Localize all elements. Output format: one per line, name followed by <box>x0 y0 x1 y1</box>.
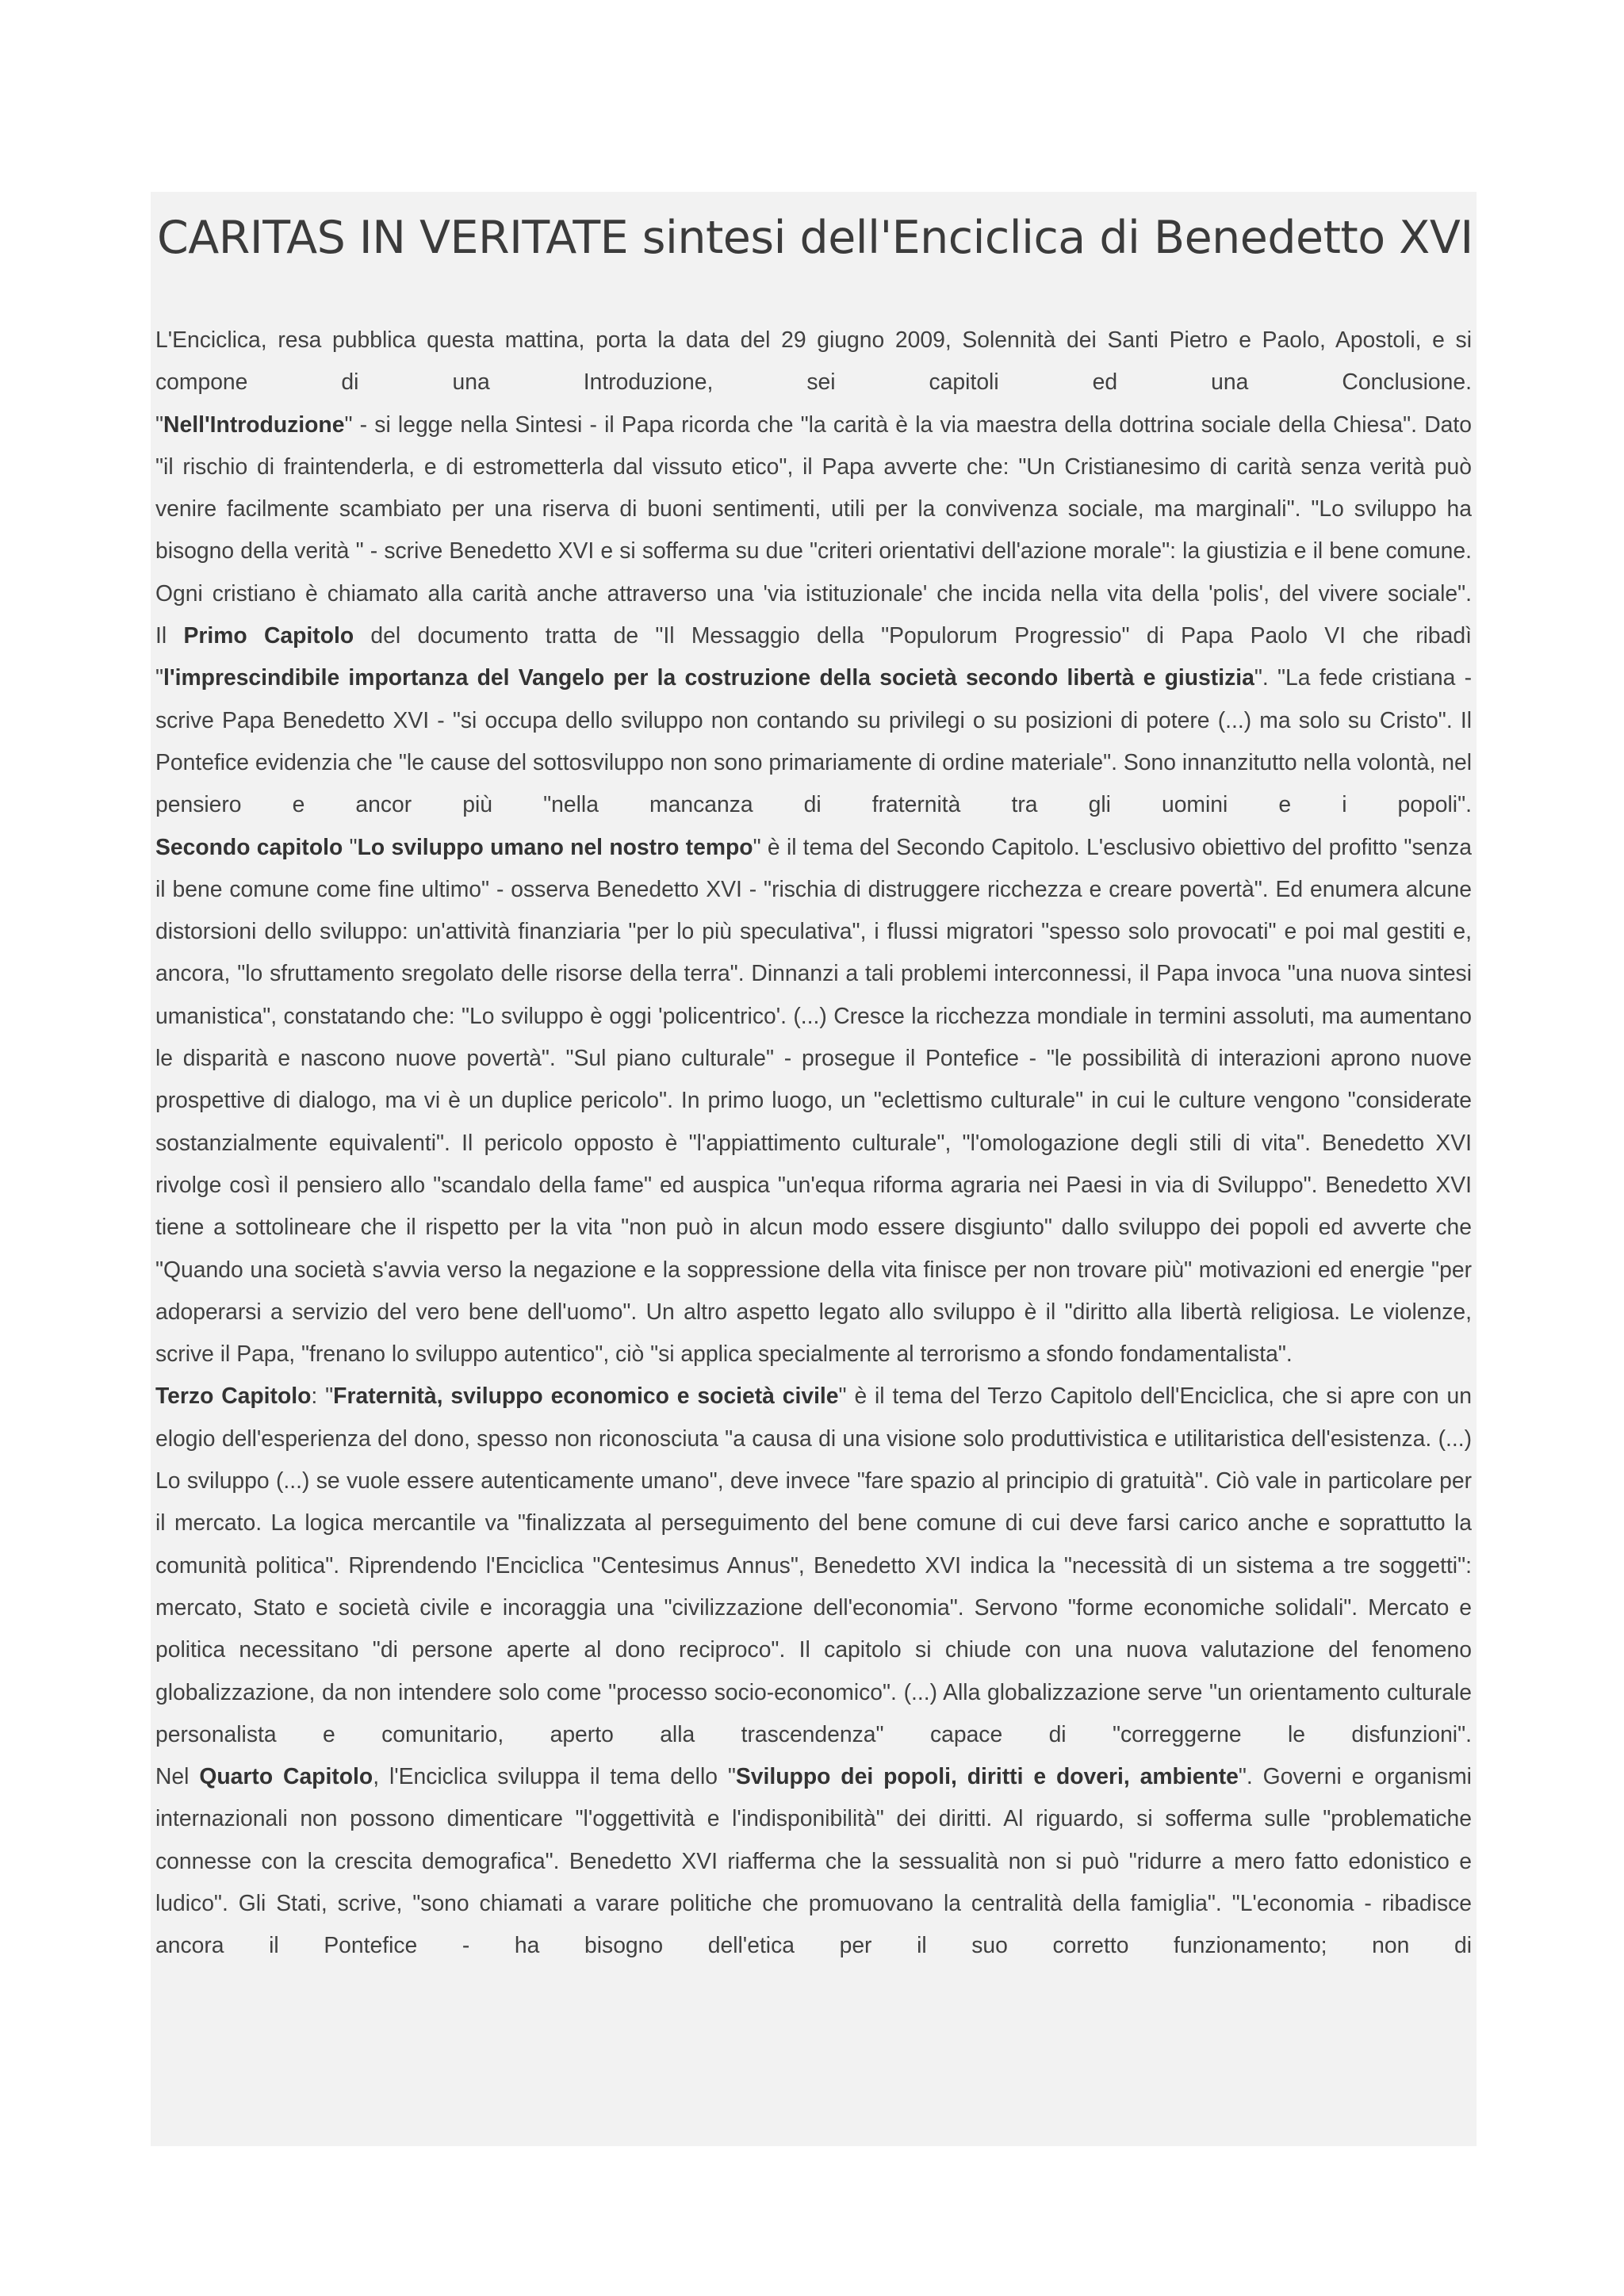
bold-run: Nell'Introduzione <box>163 411 345 437</box>
paragraph-introduction <box>155 404 1472 614</box>
paragraph-introduction-summary <box>155 319 1472 404</box>
bold-run: Sviluppo dei popoli, diritti e doveri, ambiente <box>735 1763 1239 1789</box>
text-run: " è il tema del Secondo Capitolo. L'esclusivo obiettivo del profitto "senza il bene comune come fine ultimo" - osserva Benedetto XVI - "rischia di distruggere ricchezza e creare povertà". Ed enumera alcune distorsioni dello sviluppo: un'attività finanziaria "per lo più speculativa", i flussi migratori "spesso solo provocati" e poi mal gestiti e, ancora, "lo sfruttamento sregolato delle risorse della terra". Dinnanzi a tali problemi interconnessi, il Papa invoca "una nuova sintesi umanistica", constatando che: "Lo sviluppo è oggi 'policentrico'. (...) Cresce la ricchezza mondiale in termini assoluti, ma aumentano le disparità e nascono nuove povertà". "Sul piano culturale" - prosegue il Pontefice - "le possibilità di interazioni aprono nuove prospettive di dialogo, ma vi è un duplice pericolo". In primo luogo, un "eclettismo culturale" in cui le culture vengono "considerate sostanzialmente equivalenti". Il pericolo opposto è "l'appiattimento culturale", "l'omologazione degli stili di vita". Benedetto XVI rivolge così il pensiero allo "scandalo della fame" ed auspica "un'equa riforma agraria nei Paesi in via di Sviluppo". Benedetto XVI tiene a sottolineare che il rispetto per la vita "non può in alcun modo essere disgiunto" dallo sviluppo dei popoli ed avverte che "Quando una società s'avvia verso la negazione e la soppressione della vita finisce per non trovare più" motivazioni ed energie "per adoperarsi a servizio del vero bene dell'uomo". Un altro aspetto legato allo sviluppo è il "diritto alla libertà religiosa. Le violenze, scrive il Papa, "frenano lo sviluppo autentico", ciò "si applica specialmente al terrorismo a sfondo fondamentalista". <box>155 833 1472 1367</box>
text-run: " è il tema del Terzo Capitolo dell'Enciclica, che si apre con un elogio dell'esperienza del dono, spesso non riconosciuta "a causa di una visione solo produttivistica e utilitaristica dell'esistenza. (...) Lo sviluppo (...) se vuole essere autenticamente umano", deve invece "fare spazio al principio di gratuità". Ciò vale in particolare per il mercato. La logica mercantile va "finalizzata al perseguimento del bene comune di cui deve farsi carico anche e soprattutto la comunità politica". Riprendendo l'Enciclica "Centesimus Annus", Benedetto XVI indica la "necessità di un sistema a tre soggetti": mercato, Stato e società civile e incoraggia una "civilizzazione dell'economia". Servono "forme economiche solidali". Mercato e politica necessitano "di persone aperte al dono reciproco". Il capitolo si chiude con una nuova valutazione del fenomeno globalizzazione, da non intendere solo come "processo socio-economico". (...) Alla globalizzazione serve "un orientamento culturale personalista e comunitario, aperto alla trascendenza" capace di "correggerne le disfunzioni". <box>155 1383 1472 1747</box>
bold-run: l'imprescindibile importanza del Vangelo per la costruzione della società secondo libertà e giustizia <box>163 664 1254 691</box>
bold-run: Fraternità, sviluppo economico e società civile <box>333 1383 839 1409</box>
bold-run: Quarto Capitolo <box>199 1763 373 1789</box>
document-title: CARITAS IN VERITATE sintesi dell'Enciclica di Benedetto XVI <box>157 212 1473 264</box>
text-run: " <box>155 411 164 437</box>
document-page <box>151 192 1477 2146</box>
paragraph-fourth-chapter <box>155 1755 1472 1966</box>
text-run: Nel <box>155 1763 200 1789</box>
text-run: ". "La fede cristiana - scrive Papa Benedetto XVI - "si occupa dello sviluppo non contando su privilegi o su posizioni di potere (...) ma solo su Cristo". Il Pontefice evidenzia che "le cause del sottosviluppo non sono primariamente di ordine materiale". Sono innanzitutto nella volontà, nel pensiero e ancor più "nella mancanza di fraternità tra gli uomini e i popoli". <box>155 664 1472 817</box>
text-run: " <box>343 833 358 859</box>
text-run: , l'Enciclica sviluppa il tema dello " <box>373 1763 736 1789</box>
text-run: " - si legge nella Sintesi - il Papa ricorda che "la carità è la via maestra della dottrina sociale della Chiesa". Dato "il rischio di fraintenderla, e di estrometterla dal vissuto etico", il Papa avverte che: "Un Cristianesimo di carità senza verità può venire facilmente scambiato per una riserva di buoni sentimenti, utili per la convivenza sociale, ma marginali". "Lo sviluppo ha bisogno della verità " - scrive Benedetto XVI e si sofferma su due "criteri orientativi dell'azione morale": la giustizia e il bene comune. Ogni cristiano è chiamato alla carità anche attraverso una 'via istituzionale' che incida nella vita della 'polis', del vivere sociale". <box>155 411 1472 606</box>
document-body <box>155 319 1472 1967</box>
text-run: del documento tratta de "Il Messaggio della "Populorum Progressio" di Papa Paolo VI che ribadì " <box>155 622 1472 691</box>
bold-run: Terzo Capitolo <box>155 1383 312 1409</box>
bold-run: Secondo capitolo <box>155 833 343 859</box>
text-run: ". Governi e organismi internazionali non possono dimenticare "l'oggettività e l'indisponibilità" dei diritti. Al riguardo, si sofferma sulle "problematiche connesse con la crescita demografica". Benedetto XVI riafferma che la sessualità non si può "ridurre a mero fatto edonistico e ludico". Gli Stati, scrive, "sono chiamati a varare politiche che promuovano la centralità della famiglia". "L'economia - ribadisce ancora il Pontefice - ha bisogno dell'etica per il suo corretto funzionamento; non di <box>155 1763 1472 1958</box>
bold-run: Primo Capitolo <box>183 622 354 649</box>
text-run: L'Enciclica, resa pubblica questa mattina, porta la data del 29 giugno 2009, Solennità dei Santi Pietro e Paolo, Apostoli, e si compone di una Introduzione, sei capitoli ed una Conclusione. <box>155 327 1472 395</box>
text-run: Il <box>155 622 184 649</box>
text-run: : " <box>311 1383 334 1409</box>
bold-run: Lo sviluppo umano nel nostro tempo <box>357 833 753 859</box>
paragraph-first-chapter <box>155 614 1472 825</box>
paragraph-second-chapter <box>155 826 1472 1376</box>
paragraph-third-chapter <box>155 1375 1472 1755</box>
